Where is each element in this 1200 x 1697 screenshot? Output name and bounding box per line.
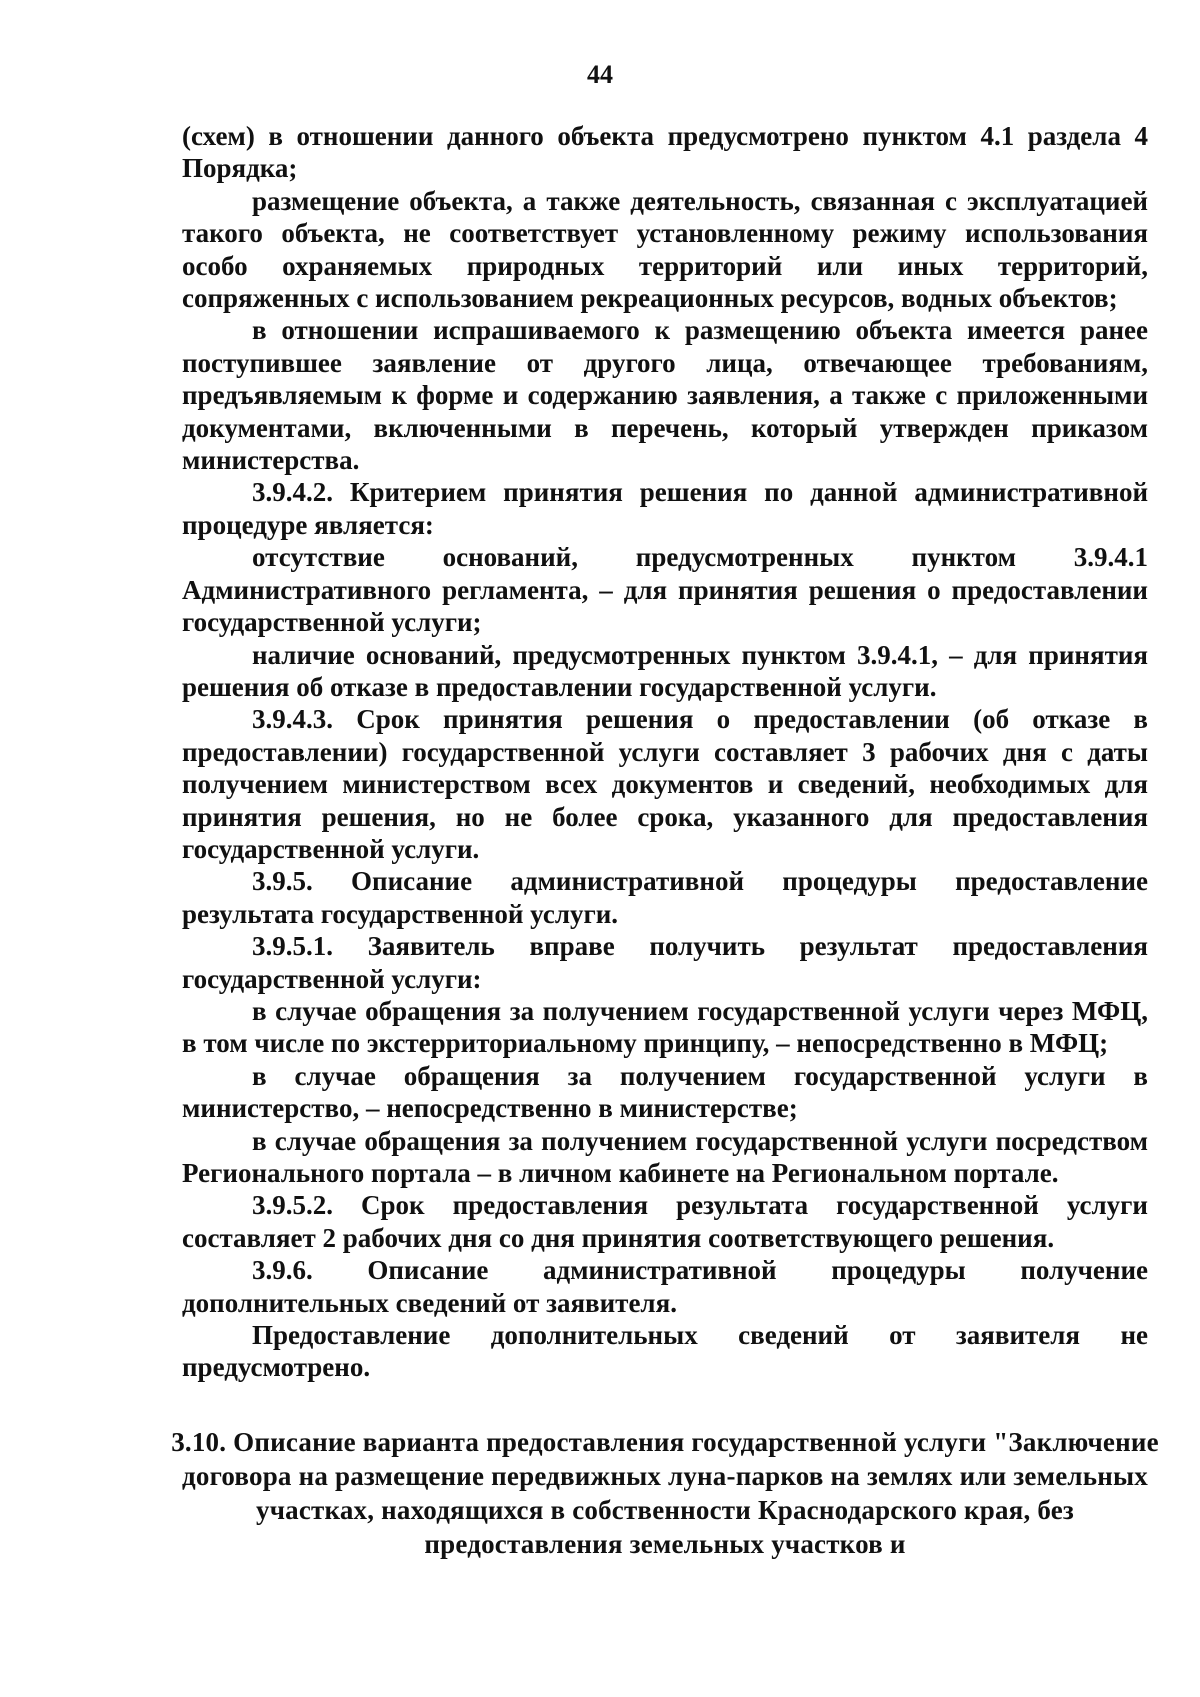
- paragraph: в отношении испрашиваемого к размещению объекта имеется ранее поступившее заявление от другого лица, отвечающее требованиям, предъявляемым к форме и содержанию заявления, а также с приложенными документами, включенными в перечень, который утвержден приказом министерства.: [182, 315, 1148, 476]
- paragraph: 3.9.5. Описание административной процедуры предоставление результата государственной услуги.: [182, 866, 1148, 929]
- paragraph: отсутствие оснований, предусмотренных пунктом 3.9.4.1 Административного регламента, – для принятия решения о предоставлении государственной услуги;: [182, 542, 1148, 638]
- paragraph: (схем) в отношении данного объекта предусмотрено пунктом 4.1 раздела 4 Порядка;: [182, 121, 1148, 184]
- paragraph: 3.9.6. Описание административной процедуры получение дополнительных сведений от заявителя.: [182, 1255, 1148, 1318]
- paragraph: в случае обращения за получением государственной услуги через МФЦ, в том числе по экстерриториальному принципу, – непосредственно в МФЦ;: [182, 995, 1148, 1059]
- paragraph: в случае обращения за получением государственной услуги посредством Регионального портала – в личном кабинете на Региональном портале.: [182, 1125, 1148, 1188]
- document-body: [182, 120, 1148, 1384]
- paragraph: 3.9.4.3. Срок принятия решения о предоставлении (об отказе в предоставлении) государственной услуги составляет 3 рабочих дня с даты получением министерством всех документов и сведений, необходимых для принятия решения, но не более срока, указанного для предоставления государственной услуги.: [182, 704, 1148, 864]
- paragraph: Предоставление дополнительных сведений от заявителя не предусмотрено.: [182, 1320, 1148, 1383]
- paragraph: размещение объекта, а также деятельность, связанная с эксплуатацией такого объекта, не соответствует установленному режиму использования особо охраняемых природных территорий или иных территорий, сопряженных с использованием рекреационных ресурсов, водных объектов;: [182, 185, 1148, 314]
- paragraph: наличие оснований, предусмотренных пунктом 3.9.4.1, – для принятия решения об отказе в предоставлении государственной услуги.: [182, 639, 1148, 702]
- paragraph: 3.9.5.2. Срок предоставления результата государственной услуги составляет 2 рабочих дня со дня принятия соответствующего решения.: [182, 1190, 1148, 1253]
- paragraph: 3.9.4.2. Критерием принятия решения по данной административной процедуре является:: [182, 477, 1148, 540]
- paragraph: 3.9.5.1. Заявитель вправе получить результат предоставления государственной услуги:: [182, 931, 1148, 994]
- section-heading: 3.10. Описание варианта предоставления государственной услуги "Заключение договора на размещение передвижных луна-парков на землях или земельных участках, находящихся в собственности Краснодарского края, без предоставления земельных участков и: [171, 1427, 1159, 1559]
- paragraph: в случае обращения за получением государственной услуги в министерство, – непосредственно в министерстве;: [182, 1060, 1148, 1124]
- page-number: 44: [587, 60, 613, 89]
